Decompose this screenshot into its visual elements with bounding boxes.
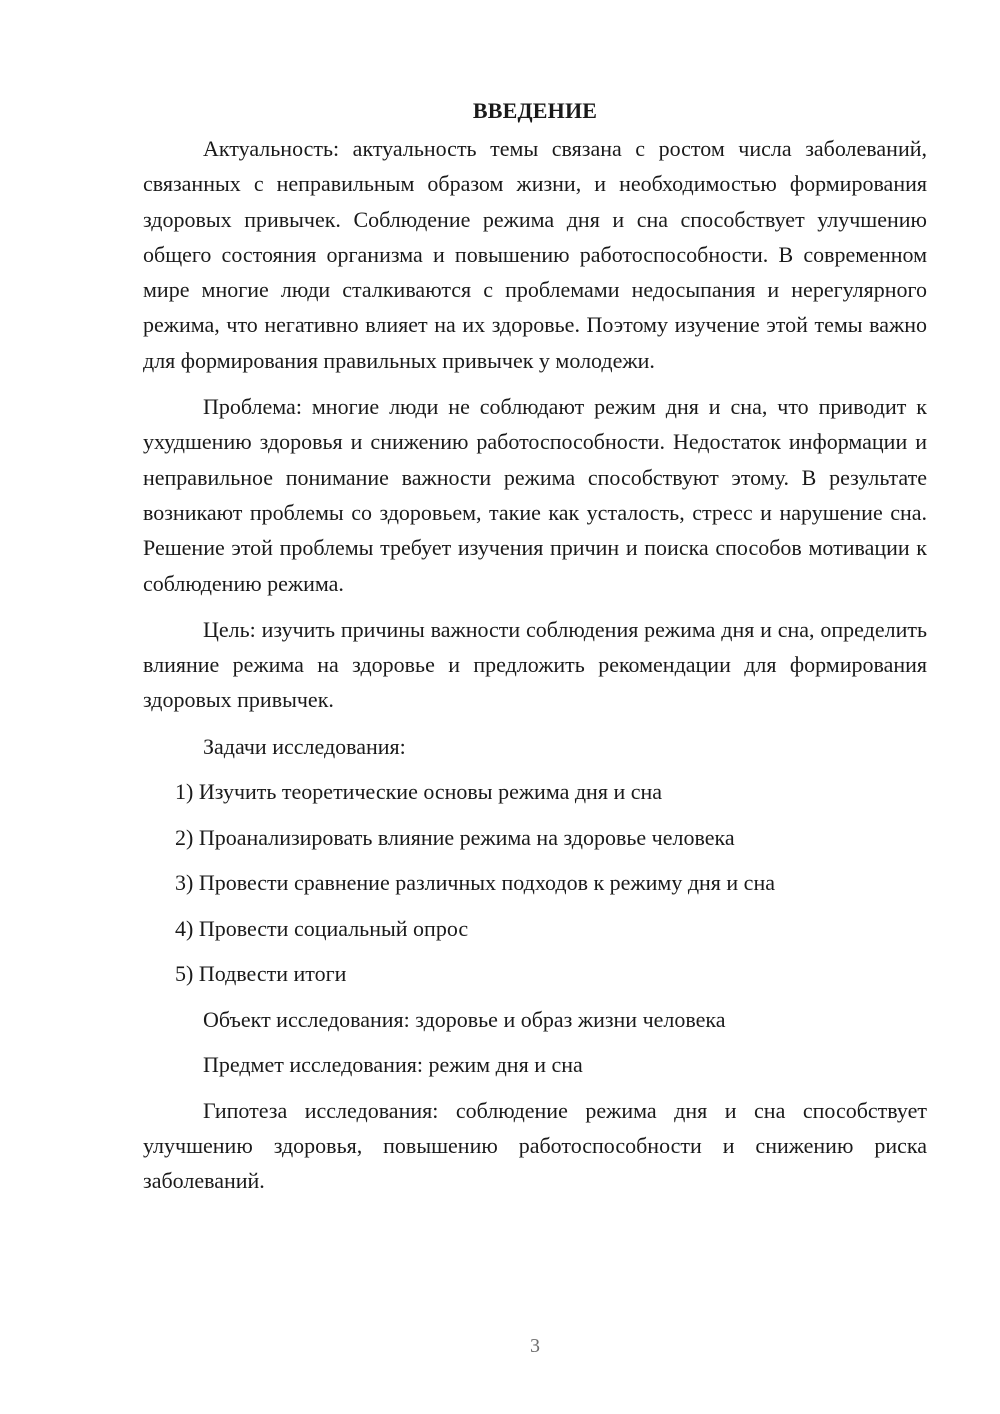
paragraph-relevance: Актуальность: актуальность темы связана с ростом числа заболеваний, связанных с неправильным образом жизни, и необходимостью формирования здоровых привычек. Соблюдение режима дня и сна способствует улучшению общего состояния организма и повышению работоспособности. В современном мире многие люди сталкиваются с проблемами недосыпания и нерегулярного режима, что негативно влияет на их здоровье. Поэтому изучение этой темы важно для формирования правильных привычек у молодежи. bbox=[143, 136, 927, 373]
page-number: 3 bbox=[530, 1335, 540, 1357]
tasks-list bbox=[143, 774, 927, 991]
list-item: 2) Проанализировать влияние режима на здоровье человека bbox=[175, 824, 735, 850]
paragraph-goal: Цель: изучить причины важности соблюдения режима дня и сна, определить влияние режима на здоровье и предложить рекомендации для формирования здоровых привычек. bbox=[143, 616, 927, 713]
list-item: 5) Подвести итоги bbox=[175, 961, 347, 987]
paragraph-hypothesis: Гипотеза исследования: соблюдение режима дня и сна способствует улучшению здоровья, повышению работоспособности и снижению риска заболеваний. bbox=[143, 1097, 927, 1194]
research-object: Объект исследования: здоровье и образ жизни человека bbox=[203, 1006, 726, 1032]
document-page bbox=[143, 93, 927, 1210]
page-title: ВВЕДЕНИЕ bbox=[472, 98, 598, 123]
list-item: 3) Провести сравнение различных подходов к режиму дня и сна bbox=[175, 870, 775, 896]
list-item: 1) Изучить теоретические основы режима дня и сна bbox=[175, 779, 663, 805]
list-item: 4) Провести социальный опрос bbox=[175, 915, 469, 941]
tasks-heading: Задачи исследования: bbox=[203, 733, 406, 759]
paragraph-problem: Проблема: многие люди не соблюдают режим дня и сна, что приводит к ухудшению здоровья и снижению работоспособности. Недостаток информации и неправильное понимание важности режима способствуют этому. В результате возникают проблемы со здоровьем, такие как усталость, стресс и нарушение сна. Решение этой проблемы требует изучения причин и поиска способов мотивации к соблюдению режима. bbox=[143, 394, 927, 596]
research-subject: Предмет исследования: режим дня и сна bbox=[203, 1052, 583, 1078]
